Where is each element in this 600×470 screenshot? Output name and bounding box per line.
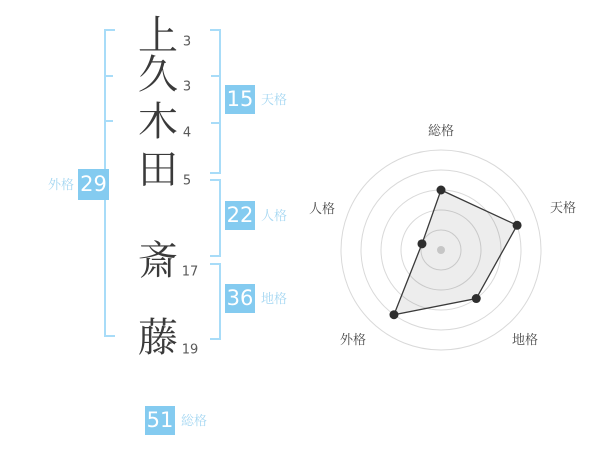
chikaku-bracket	[210, 263, 221, 340]
center-dot	[437, 246, 445, 254]
name-character-5: 斎	[138, 238, 178, 284]
jinkaku-bracket	[210, 179, 221, 257]
radar-axis-label-天格: 天格	[549, 201, 577, 216]
gaikaku-value-badge: 29	[78, 169, 109, 200]
data-point-人格	[417, 239, 426, 248]
name-character-6: 藤	[138, 315, 178, 361]
name-character-4: 田	[138, 147, 178, 193]
data-point-地格	[472, 294, 481, 303]
name-character-1: 上	[138, 13, 178, 59]
tenkaku-value-badge: 15	[225, 85, 255, 114]
name-character-3: 木	[138, 99, 178, 145]
data-point-総格	[437, 186, 446, 195]
data-point-天格	[513, 221, 522, 230]
stroke-count-5: 17	[181, 264, 199, 280]
radar-axis-label-総格: 総格	[427, 124, 455, 139]
radar-chart	[290, 95, 600, 395]
stroke-count-6: 19	[181, 342, 199, 358]
stroke-count-4: 5	[182, 173, 192, 189]
soukaku-label: 総格	[181, 414, 208, 429]
tenkaku-bracket-tick-1	[211, 75, 219, 77]
gaikaku-label: 外格	[47, 178, 74, 193]
chikaku-label: 地格	[261, 292, 288, 307]
stroke-count-2: 3	[182, 79, 192, 95]
stroke-count-3: 4	[182, 125, 192, 141]
stroke-count-1: 3	[182, 34, 192, 50]
radar-polygon	[394, 190, 517, 315]
gaikaku-bracket-tick-2	[104, 120, 113, 122]
chikaku-value-badge: 36	[225, 284, 255, 313]
radar-axis-label-外格: 外格	[339, 333, 367, 348]
tenkaku-label: 天格	[261, 93, 288, 108]
name-character-2: 久	[138, 52, 178, 98]
data-point-外格	[389, 310, 398, 319]
jinkaku-label: 人格	[261, 209, 288, 224]
tenkaku-bracket	[210, 29, 221, 174]
radar-axis-label-地格: 地格	[511, 333, 539, 348]
gaikaku-bracket-tick-1	[104, 75, 113, 77]
jinkaku-value-badge: 22	[225, 201, 255, 230]
radar-axis-label-人格: 人格	[308, 202, 336, 217]
tenkaku-bracket-tick-2	[211, 122, 219, 124]
soukaku-value-badge: 51	[145, 406, 175, 435]
